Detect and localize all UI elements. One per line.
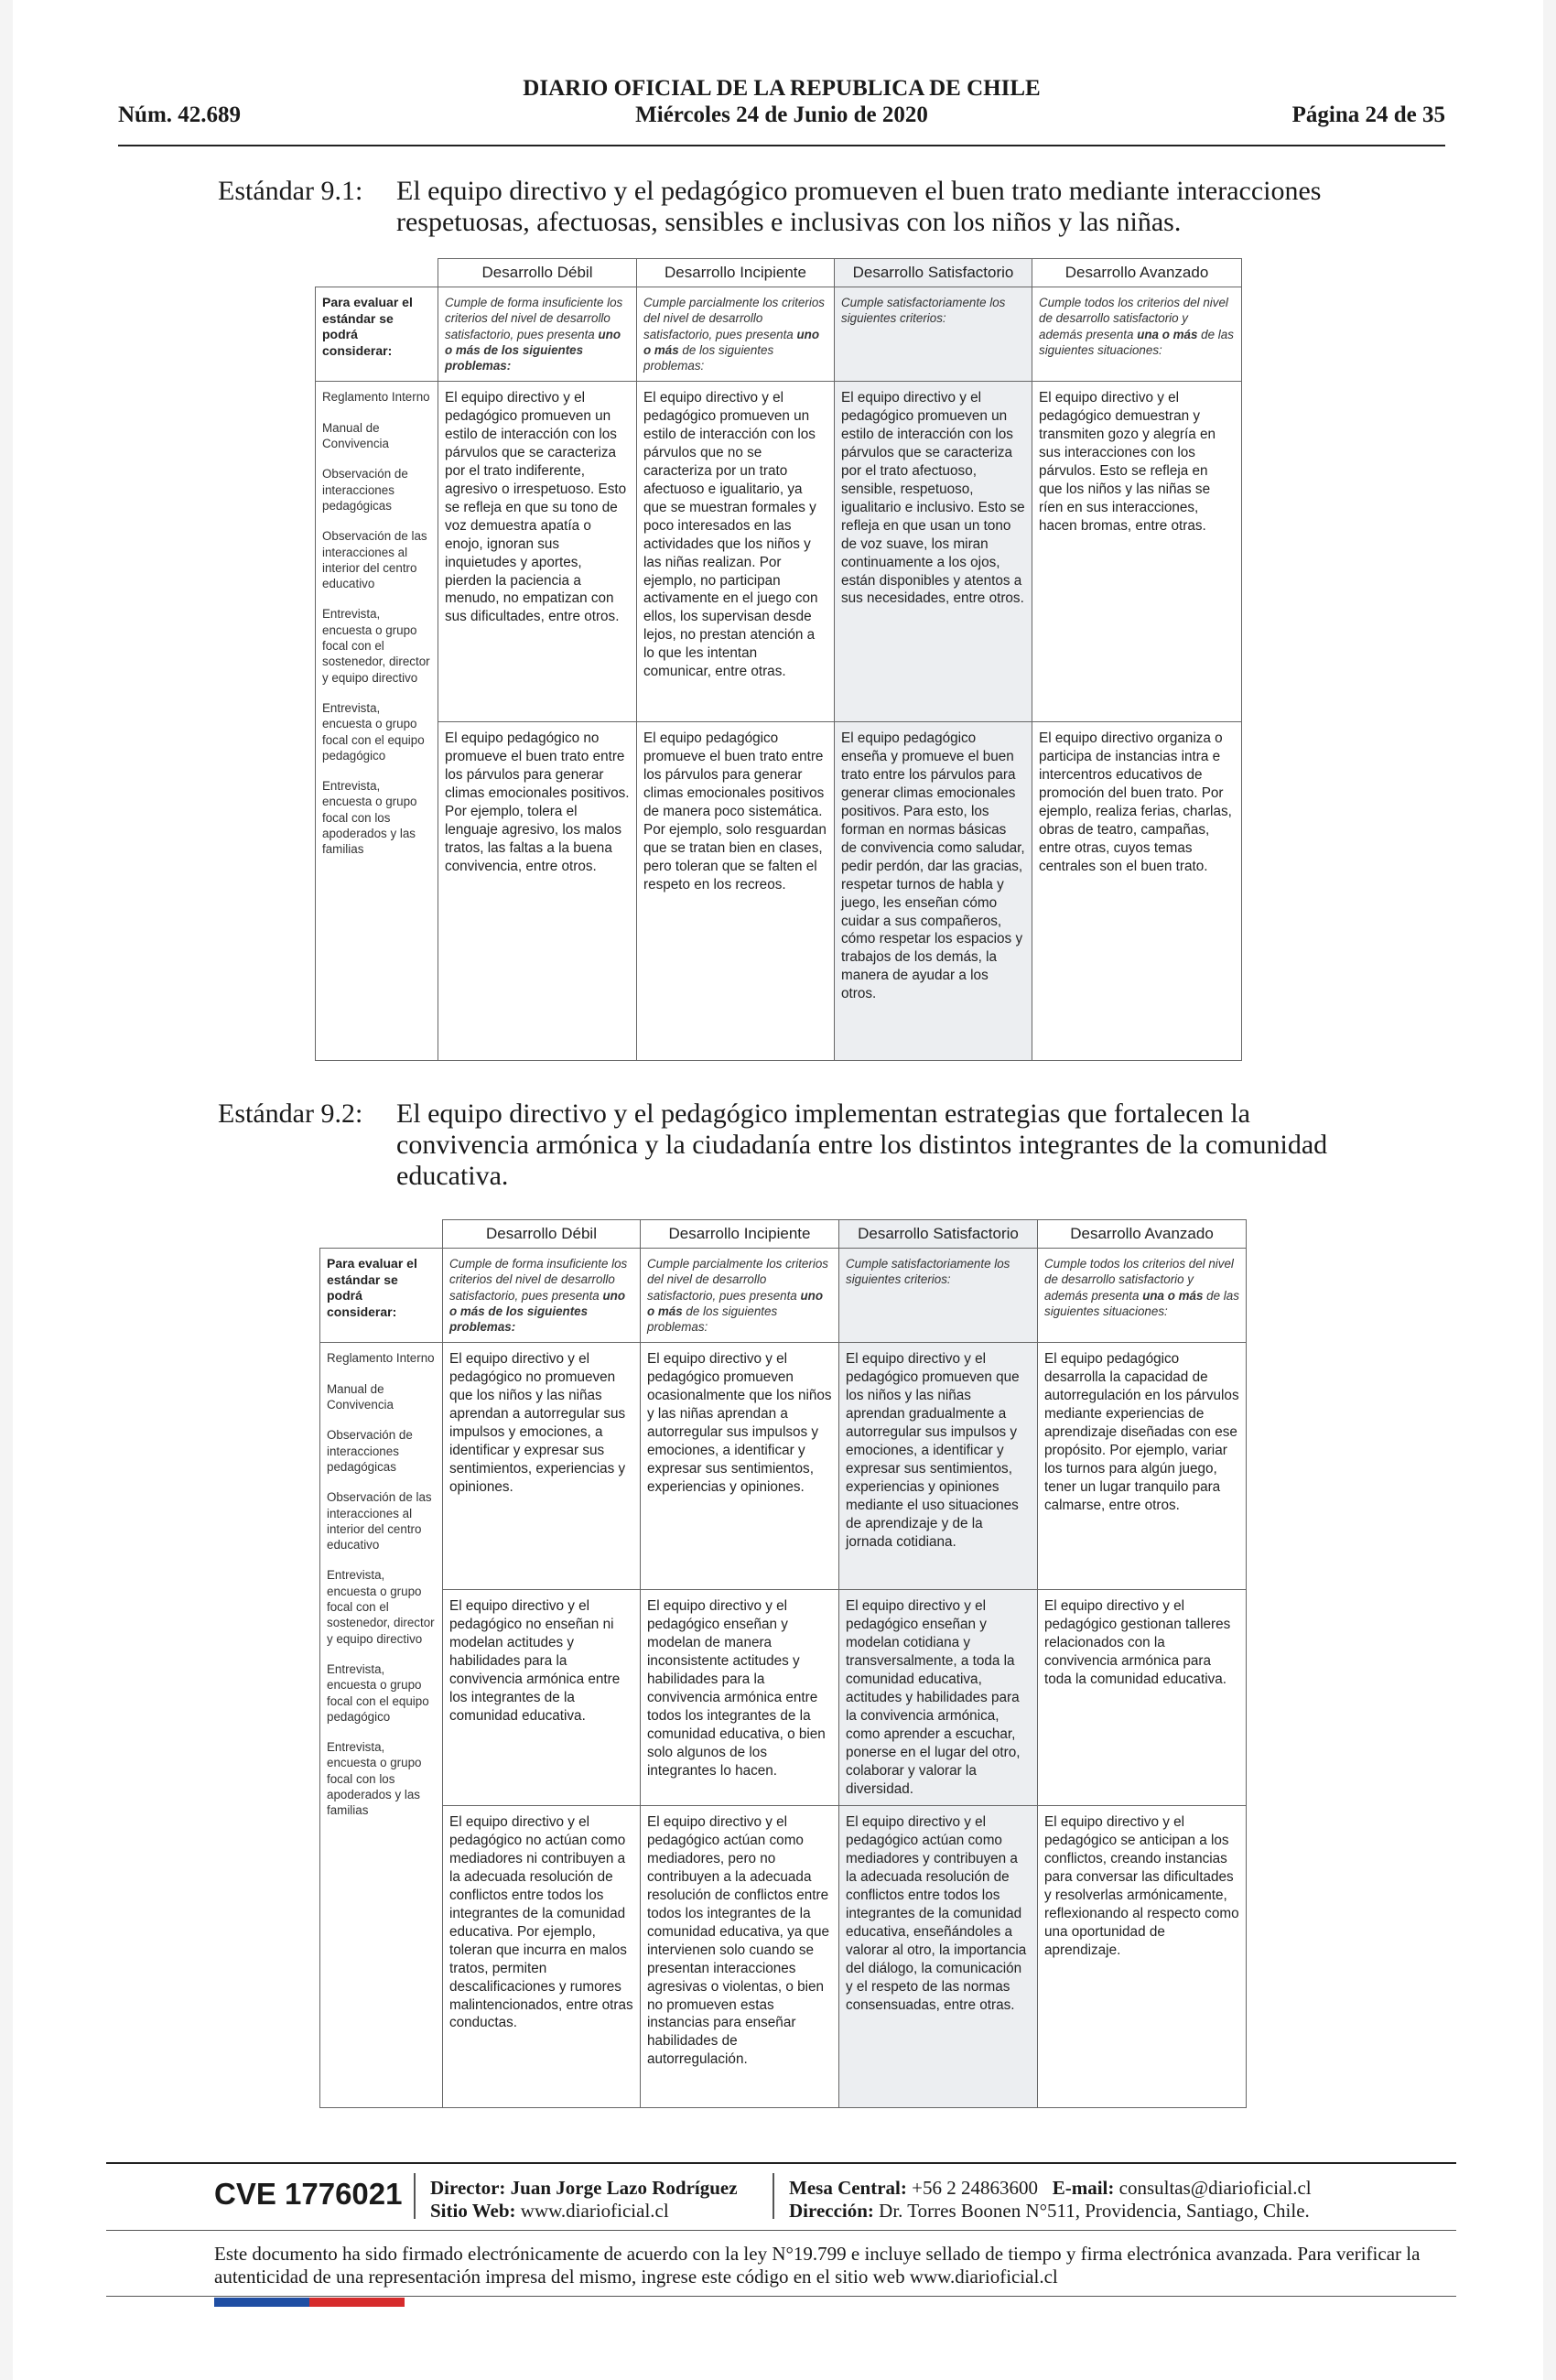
rubric-row: [316, 382, 1242, 722]
rubric-cell: El equipo directivo y el pedagógico actúan como mediadores, pero no contribuyen a la adecuada resolución de conflictos entre todos los integrantes de la comunidad educativa, ya que intervienen solo cuando se presentan interacciones agresivas o violentas, o bien no promueven estas instancias para enseñar habilidades de autorregulación.: [641, 1806, 839, 2108]
rubric-cell: El equipo directivo y el pedagógico enseñan y modelan de manera inconsistente actitudes y habilidades para la convivencia armónica entre todos los integrantes de la comunidad educativa, o bien solo algunos de los integrantes lo hacen.: [641, 1590, 839, 1806]
standard-text: El equipo directivo y el pedagógico promueven el buen trato mediante interacciones respetuosas, afectuosas, sensibles e inclusivas con los niños y las niñas.: [396, 176, 1322, 237]
page-number: Página 24 de 35: [1291, 103, 1445, 127]
phone-number: +56 2 24863600: [912, 2177, 1038, 2199]
criteria-cell: Cumple todos los criterios del nivel de desarrollo satisfactorio y además presenta una o más de las siguientes situaciones:: [1038, 1249, 1247, 1343]
column-header: Desarrollo Satisfactorio: [839, 1220, 1038, 1249]
rubric-cell: El equipo directivo y el pedagógico demuestran y transmiten gozo y alegría en sus interacciones con los párvulos. Esto se refleja en que los niños y las niñas se ríen en sus interacciones, hacen bromas, entre otras.: [1032, 382, 1242, 722]
column-header: Desarrollo Avanzado: [1032, 259, 1242, 287]
director-name: Juan Jorge Lazo Rodríguez: [510, 2177, 738, 2199]
standard-label: Estándar 9.1:: [218, 176, 363, 206]
criteria-cell: Cumple de forma insuficiente los criterios del nivel de desarrollo satisfactorio, pues presenta uno o más de los siguientes problemas:: [443, 1249, 641, 1343]
column-header: Desarrollo Avanzado: [1038, 1220, 1247, 1249]
column-header: Desarrollo Débil: [438, 259, 637, 287]
rubric-cell: El equipo pedagógico desarrolla la capacidad de autorregulación en los párvulos mediante experiencias de aprendizaje diseñadas con ese propósito. Por ejemplo, variar los turnos para algún juego, tener un lugar tranquilo para calmarse, entre otros.: [1038, 1343, 1247, 1590]
page-header: [118, 75, 1445, 146]
rubric-cell: El equipo directivo y el pedagógico promueven un estilo de interacción con los párvulos que se caracteriza por el trato indiferente, agresivo o irrespetuoso. Esto se refleja en que su tono de voz demuestra apatía o enojo, ignoran sus inquietudes y aportes, pierden la paciencia a menudo, no empatizan con sus dificultades, entre otros.: [438, 382, 637, 722]
address: Dr. Torres Boonen N°511, Providencia, Santiago, Chile.: [879, 2200, 1310, 2222]
column-header: Desarrollo Débil: [443, 1220, 641, 1249]
email-link[interactable]: consultas@diarioficial.cl: [1118, 2177, 1312, 2199]
rubric-table: [315, 258, 1242, 1061]
rubric-cell: El equipo directivo y el pedagógico promueven que los niños y las niñas aprendan gradualmente a autorregular sus impulsos y emociones, a identificar y expresar sus sentimientos, experiencias y opiniones mediante el uso situaciones de aprendizaje y de la jornada cotidiana.: [839, 1343, 1038, 1590]
rubric-cell: El equipo pedagógico enseña y promueve el buen trato entre los párvulos para generar climas emocionales positivos. Para esto, los forman en normas básicas de convivencia como saludar, pedir perdón, dar las gracias, respetar turnos de habla y juego, les enseñan cómo cuidar a sus compañeros, cómo respetar los espacios y trabajos de los demás, la manera de ayudar a los otros.: [835, 722, 1032, 1061]
rubric-cell: El equipo directivo y el pedagógico promueven ocasionalmente que los niños y las niñas aprendan a autorregular sus impulsos y emociones, a identificar y expresar sus sentimientos, experiencias y opiniones.: [641, 1343, 839, 1590]
criteria-cell: Cumple de forma insuficiente los criterios del nivel de desarrollo satisfactorio, pues presenta uno o más de los siguientes problemas:: [438, 287, 637, 382]
standard-label: Estándar 9.2:: [218, 1098, 363, 1129]
rubric-cell: El equipo directivo y el pedagógico no enseñan ni modelan actitudes y habilidades para la convivencia armónica entre los integrantes de la comunidad educativa.: [443, 1590, 641, 1806]
flag-bar-red: [309, 2298, 405, 2307]
column-header: Desarrollo Incipiente: [637, 259, 835, 287]
rubric-row: [316, 722, 1242, 1061]
rubric-cell: El equipo directivo y el pedagógico actúan como mediadores y contribuyen a la adecuada resolución de conflictos entre todos los integrantes de la comunidad educativa, enseñándoles a valorar al otro, la importancia del diálogo, la comunicación y el respeto de las normas consensuadas, entre otras.: [839, 1806, 1038, 2108]
evidence-sources: Reglamento Interno Manual de Convivencia Observación de interacciones pedagógicas Observación de las interacciones al interior del centro educativo Entrevista, encuesta o grupo focal con el sostenedor, director y equipo directivo Entrevista, encuesta o grupo focal con el equipo pedagógico Entrevista, encuesta o grupo focal con los apoderados y las familias: [320, 1343, 443, 2108]
footer-separator: [414, 2173, 416, 2219]
footer-director-block: Director: Juan Jorge Lazo Rodríguez Sitio Web: www.diarioficial.cl: [430, 2177, 738, 2222]
standard-text: El equipo directivo y el pedagógico implementan estrategias que fortalecen la convivencia armónica y la ciudadanía entre los distintos integrantes de la comunidad educativa.: [396, 1098, 1328, 1191]
rubric-header-row: [320, 1220, 1247, 1249]
criteria-cell: Cumple todos los criterios del nivel de desarrollo satisfactorio y además presenta una o más de las siguientes situaciones:: [1032, 287, 1242, 382]
flag-bar-blue: [214, 2298, 309, 2307]
rubric-row: [320, 1343, 1247, 1590]
criteria-cell: Cumple satisfactoriamente los siguientes criterios:: [839, 1249, 1038, 1343]
legal-notice: Este documento ha sido firmado electrónicamente de acuerdo con la ley N°19.799 e incluye sellado de tiempo y firma electrónica avanzada. Para verificar la autenticidad de una representación impresa del mismo, ingrese este código en el sitio web www.diarioficial.cl: [214, 2243, 1421, 2288]
rubric-cell: El equipo pedagógico promueve el buen trato entre los párvulos para generar climas emocionales positivos de manera poco sistemática. Por ejemplo, solo resguardan que se tratan bien en clases, pero toleran que se falten el respeto en los recreos.: [637, 722, 835, 1061]
rubric-cell: El equipo directivo y el pedagógico se anticipan a los conflictos, creando instancias para conversar las dificultades y resolverlas armónicamente, reflexionando al respecto como una oportunidad de aprendizaje.: [1038, 1806, 1247, 2108]
evaluate-label: Para evaluar el estándar se podrá considerar:: [316, 287, 438, 382]
rubric-table: [319, 1219, 1247, 2108]
newspaper-title: DIARIO OFICIAL DE LA REPUBLICA DE CHILE: [523, 76, 1041, 101]
footer-divider: [106, 2296, 1456, 2297]
criteria-cell: Cumple satisfactoriamente los siguientes criterios:: [835, 287, 1032, 382]
issue-date: Miércoles 24 de Junio de 2020: [635, 103, 928, 127]
standard-heading: [218, 1098, 1371, 1191]
document-page: [13, 0, 1543, 2380]
rubric-cell: El equipo directivo y el pedagógico no actúan como mediadores ni contribuyen a la adecuada resolución de conflictos entre todos los integrantes de la comunidad educativa. Por ejemplo, toleran que incurra en malos tratos, permiten descalificaciones y rumores malintencionados, entre otras conductas.: [443, 1806, 641, 2108]
standard-heading: [218, 176, 1371, 240]
footer-divider: [106, 2162, 1456, 2164]
evidence-sources: Reglamento Interno Manual de Convivencia Observación de interacciones pedagógicas Observación de las interacciones al interior del centro educativo Entrevista, encuesta o grupo focal con el sostenedor, director y equipo directivo Entrevista, encuesta o grupo focal con el equipo pedagógico Entrevista, encuesta o grupo focal con los apoderados y las familias: [316, 382, 438, 1061]
footer-contact-block: Mesa Central: +56 2 24863600 E-mail: consultas@diarioficial.cl Dirección: Dr. Torres Boonen N°511, Providencia, Santiago, Chile.: [789, 2177, 1312, 2222]
footer-separator: [773, 2173, 774, 2219]
cve-code: CVE 1776021: [214, 2177, 403, 2211]
column-header: Desarrollo Incipiente: [641, 1220, 839, 1249]
criteria-row: [316, 287, 1242, 382]
evaluate-label: Para evaluar el estándar se podrá considerar:: [320, 1249, 443, 1343]
footer-divider: [106, 2230, 1456, 2231]
rubric-row: [320, 1590, 1247, 1806]
rubric-cell: El equipo directivo y el pedagógico enseñan y modelan cotidiana y transversalmente, a toda la comunidad educativa, actitudes y habilidades para la convivencia armónica, como aprender a escuchar, ponerse en el lugar del otro, colaborar y valorar la diversidad.: [839, 1590, 1038, 1806]
criteria-cell: Cumple parcialmente los criterios del nivel de desarrollo satisfactorio, pues presenta uno o más de los siguientes problemas:: [637, 287, 835, 382]
rubric-cell: El equipo directivo y el pedagógico no promueven que los niños y las niñas aprendan a autorregular sus impulsos y emociones, a identificar y expresar sus sentimientos, experiencias y opiniones.: [443, 1343, 641, 1590]
website-link[interactable]: www.diarioficial.cl: [520, 2200, 669, 2222]
criteria-cell: Cumple parcialmente los criterios del nivel de desarrollo satisfactorio, pues presenta uno o más de los siguientes problemas:: [641, 1249, 839, 1343]
rubric-cell: El equipo directivo y el pedagógico promueven un estilo de interacción con los párvulos que se caracteriza por el trato afectuoso, sensible, respetuoso, igualitario e inclusivo. Esto se refleja en que usan un tono de voz suave, los miran continuamente a los ojos, están disponibles y atentos a sus necesidades, entre otros.: [835, 382, 1032, 722]
rubric-header-row: [316, 259, 1242, 287]
column-header: Desarrollo Satisfactorio: [835, 259, 1032, 287]
rubric-cell: El equipo pedagógico no promueve el buen trato entre los párvulos para generar climas emocionales positivos. Por ejemplo, tolera el lenguaje agresivo, los malos tratos, las faltas a la buena convivencia, entre otros.: [438, 722, 637, 1061]
issue-number: Núm. 42.689: [118, 103, 242, 127]
rubric-cell: El equipo directivo organiza o participa de instancias intra e intercentros educativos de promoción del buen trato. Por ejemplo, realiza ferias, charlas, obras de teatro, campañas, entre otras, cuyos temas centrales son el buen trato.: [1032, 722, 1242, 1061]
rubric-row: [320, 1806, 1247, 2108]
rubric-cell: El equipo directivo y el pedagógico promueven un estilo de interacción con los párvulos que no se caracteriza por un trato afectuoso e igualitario, ya que se muestran formales y poco interesados en las actividades que los niños y las niñas realizan. Por ejemplo, no participan activamente en el juego con ellos, los supervisan desde lejos, no prestan atención a lo que les intentan comunicar, entre otras.: [637, 382, 835, 722]
criteria-row: [320, 1249, 1247, 1343]
rubric-cell: El equipo directivo y el pedagógico gestionan talleres relacionados con la convivencia armónica para toda la comunidad educativa.: [1038, 1590, 1247, 1806]
